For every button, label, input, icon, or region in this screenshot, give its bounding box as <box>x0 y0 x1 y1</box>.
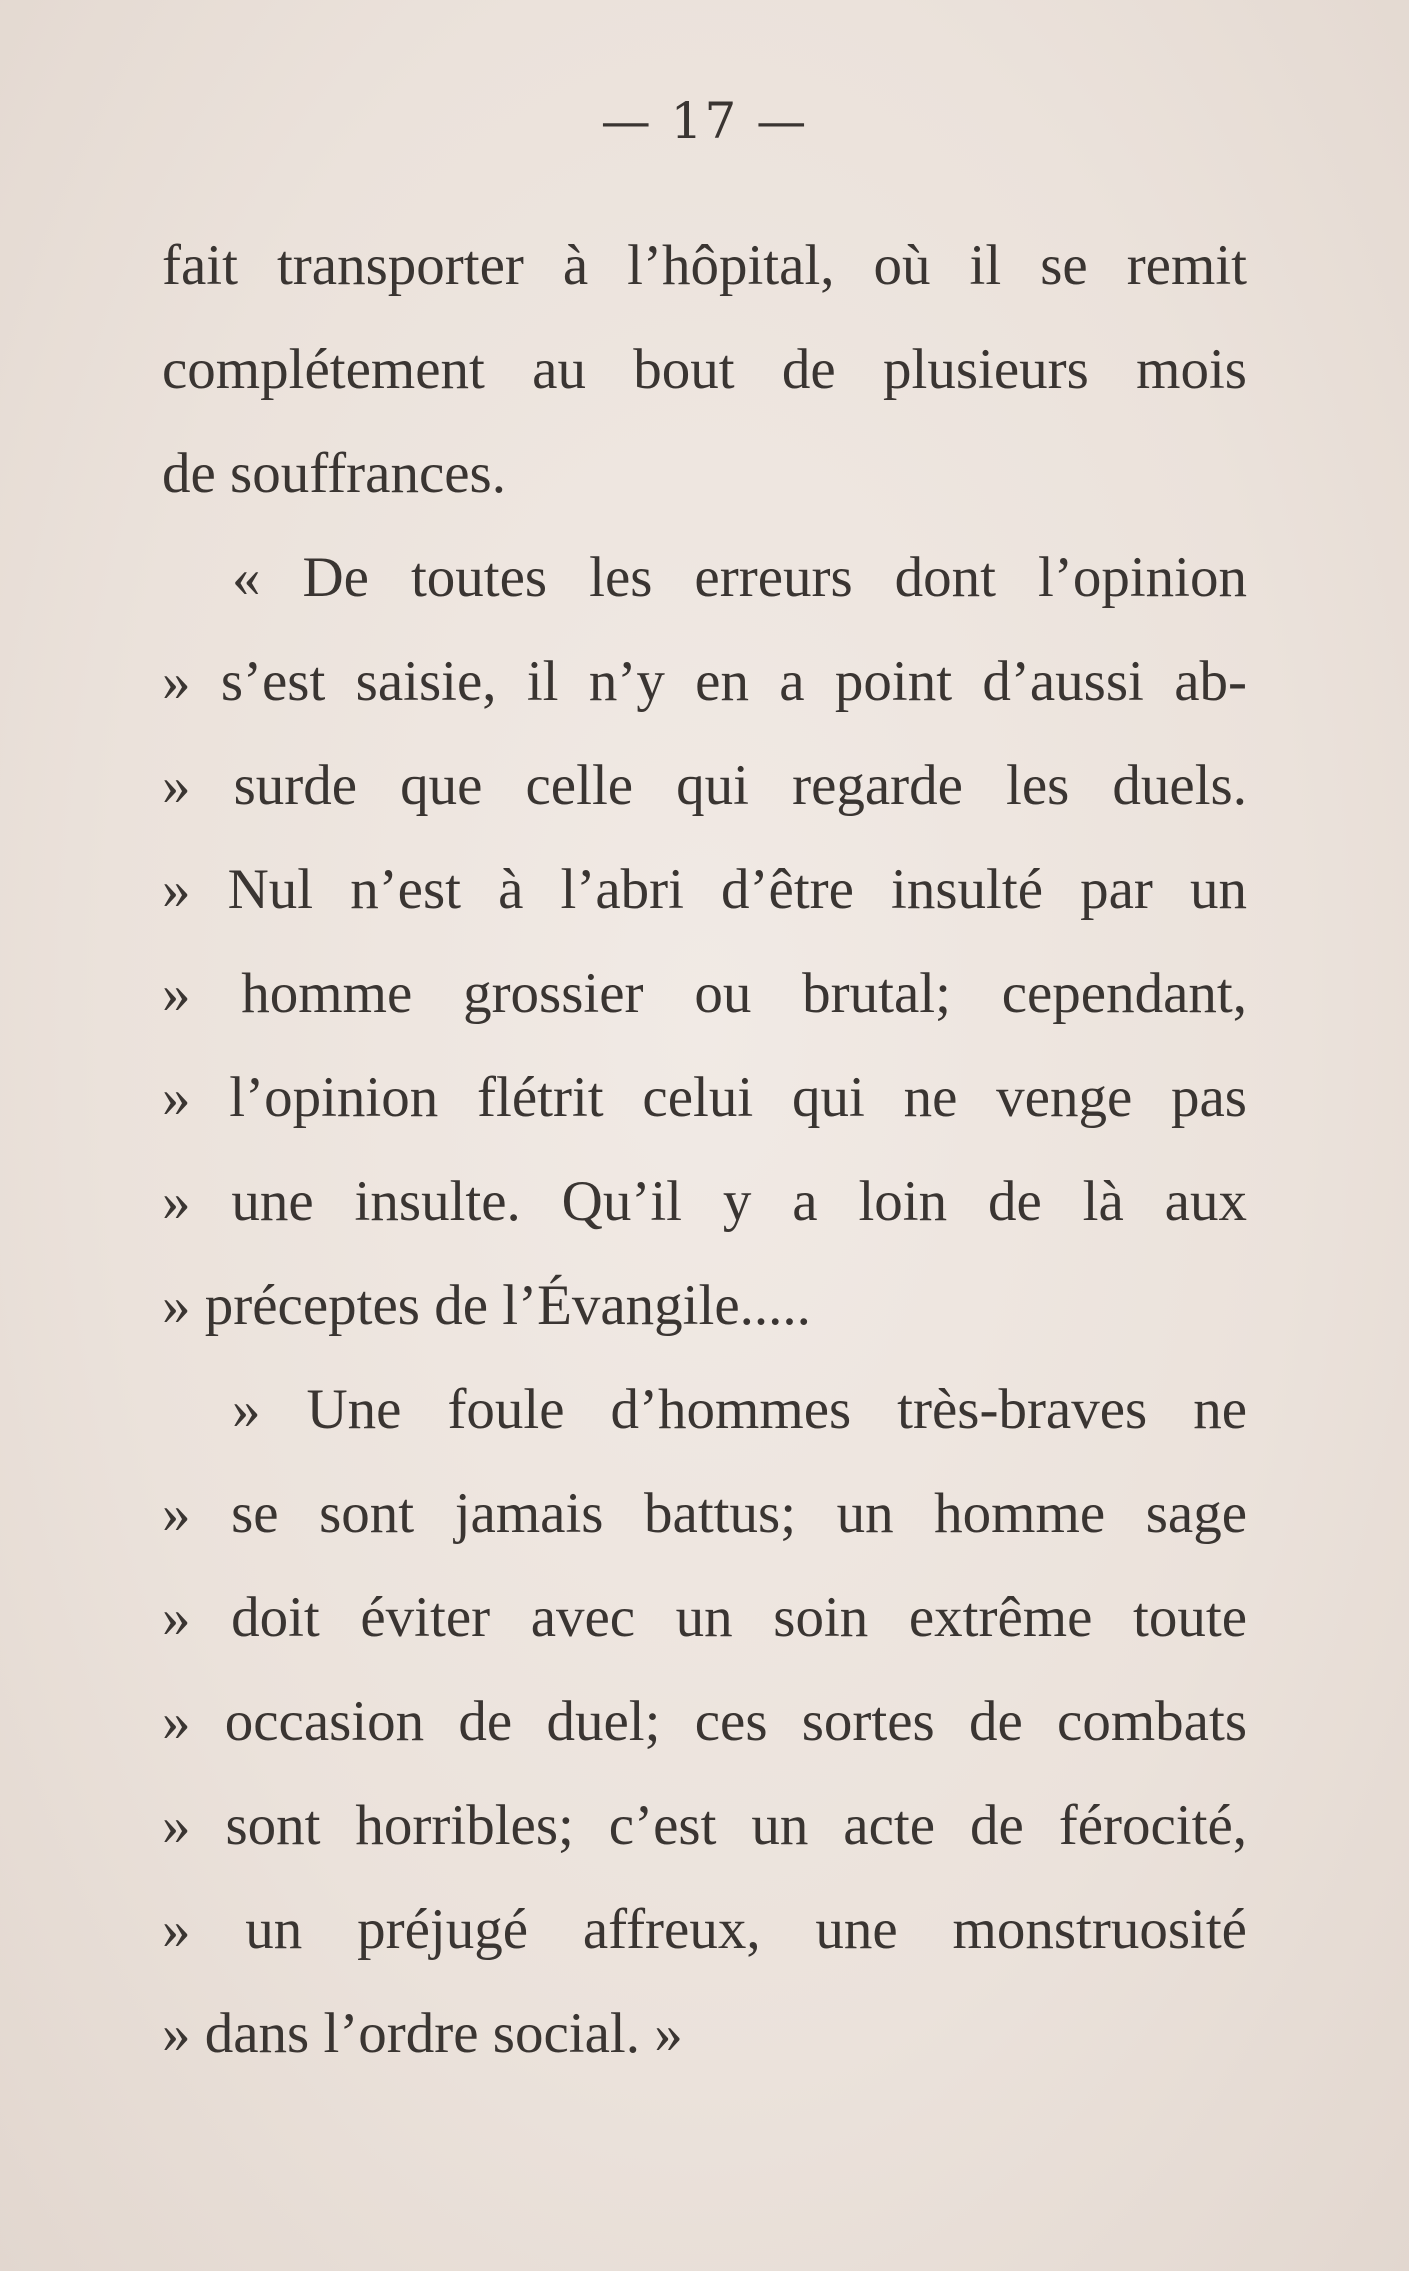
text-line: » homme grossier ou brutal; cependant, <box>162 962 1247 1025</box>
page-number: — 17 — <box>600 92 809 150</box>
text-line: » l’opinion flétrit celui qui ne venge pas <box>162 1066 1247 1129</box>
text-line: » dans l’ordre social. » <box>162 2002 683 2065</box>
text-line: » doit éviter avec un soin extrême toute <box>162 1586 1247 1649</box>
text-line: fait transporter à l’hôpital, où il se remit <box>162 234 1247 297</box>
text-line: » Nul n’est à l’abri d’être insulté par un <box>162 858 1247 921</box>
text-line: » se sont jamais battus; un homme sage <box>162 1482 1247 1545</box>
text-line: » sont horribles; c’est un acte de férocité, <box>162 1794 1247 1857</box>
text-line: » une insulte. Qu’il y a loin de là aux <box>162 1170 1247 1233</box>
text-line: » Une foule d’hommes très-braves ne <box>232 1378 1247 1441</box>
text-line: » occasion de duel; ces sortes de combats <box>162 1690 1247 1753</box>
body-text <box>162 214 1247 2086</box>
text-line: » s’est saisie, il n’y en a point d’aussi ab- <box>162 650 1247 713</box>
text-line: » préceptes de l’Évangile..... <box>162 1274 811 1337</box>
text-line: de souffrances. <box>162 442 506 505</box>
text-line: « De toutes les erreurs dont l’opinion <box>232 546 1247 609</box>
text-line: complétement au bout de plusieurs mois <box>162 338 1247 401</box>
text-line: » un préjugé affreux, une monstruosité <box>162 1898 1247 1961</box>
text-line: » surde que celle qui regarde les duels. <box>162 754 1247 817</box>
